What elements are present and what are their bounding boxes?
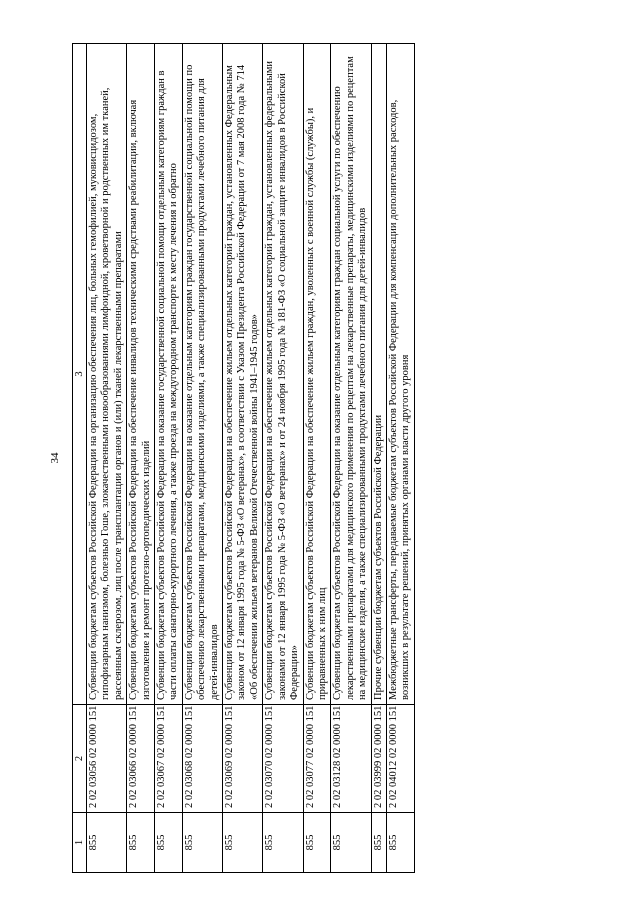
- budget-code-cell: 2 02 03999 02 0000 151: [371, 705, 386, 813]
- description-cell: Субвенции бюджетам субъектов Российской Федерации на обеспечение жильем отдельных категорий граждан, установленных Федеральным законом от 12 января 1995 года № 5-ФЗ «О ветеранах», в соответствии с Указом Президента Российской Федерации от 7 мая 2008 года № 714 «Об обеспечении жильем ветеранов Великой Отечественной войны 1941–1945 годов»: [223, 44, 263, 705]
- description-cell: Межбюджетные трансферты, передаваемые бюджетам субъектов Российской Федерации для компенсации дополнительных расходов, возникших в результате решений, принятых органами власти другого уровня: [386, 44, 414, 705]
- table-row: [155, 44, 183, 873]
- table-row: [386, 44, 414, 873]
- column-header-2: 2: [73, 705, 87, 813]
- budget-code-cell: 2 02 03077 02 0000 151: [303, 705, 331, 813]
- budget-code-cell: 2 02 04012 02 0000 151: [386, 705, 414, 813]
- budget-code-cell: 2 02 03069 02 0000 151: [223, 705, 263, 813]
- budget-code-cell: 2 02 03067 02 0000 151: [155, 705, 183, 813]
- description-cell: Субвенции бюджетам субъектов Российской Федерации на организацию обеспечения лиц, больных гемофилией, муковисцидозом, гипофизарным нанизмом, болезнью Гоше, злокачественными новообразованиями лимфоидной, кроветворной и родственных им тканей, рассеянным склерозом, лиц после трансплантации органов и (или) тканей лекарственными препаратами: [87, 44, 127, 705]
- admin-code-cell: 855: [263, 813, 303, 873]
- description-cell: Субвенции бюджетам субъектов Российской Федерации на оказание отдельным категориям граждан государственной социальной помощи по обеспечению лекарственными препаратами, медицинскими изделиями, а также специализированными продуктами лечебного питания для детей-инвалидов: [182, 44, 222, 705]
- table-row: [371, 44, 386, 873]
- admin-code-cell: 855: [87, 813, 127, 873]
- budget-code-cell: 2 02 03068 02 0000 151: [182, 705, 222, 813]
- admin-code-cell: 855: [182, 813, 222, 873]
- admin-code-cell: 855: [127, 813, 155, 873]
- budget-code-cell: 2 02 03128 02 0000 151: [331, 705, 371, 813]
- page-number: 34: [49, 452, 61, 464]
- table-row: [223, 44, 263, 873]
- budget-code-cell: 2 02 03070 02 0000 151: [263, 705, 303, 813]
- admin-code-cell: 855: [223, 813, 263, 873]
- description-cell: Субвенции бюджетам субъектов Российской Федерации на оказание государственной социальной помощи отдельным категориям граждан в части оплаты санаторно-курортного лечения, а также проезда на междугородном транспорте к месту лечения и обратно: [155, 44, 183, 705]
- description-cell: Прочие субвенции бюджетам субъектов Российской Федерации: [371, 44, 386, 705]
- revenue-codes-table: [72, 43, 415, 873]
- rotated-page: [48, 43, 573, 873]
- table-row: [127, 44, 155, 873]
- table-row: [87, 44, 127, 873]
- table-row: [263, 44, 303, 873]
- description-cell: Субвенции бюджетам субъектов Российской Федерации на обеспечение жильем граждан, уволенных с военной службы (службы), и приравненных к ним лиц: [303, 44, 331, 705]
- admin-code-cell: 855: [303, 813, 331, 873]
- description-cell: Субвенции бюджетам субъектов Российской Федерации на оказание отдельным категориям граждан социальной услуги по обеспечению лекарственными препаратами для медицинского применения по рецептам на лекарственные препараты, медицинскими изделиями по рецептам на медицинские изделия, а также специализированными продуктами лечебного питания для детей-инвалидов: [331, 44, 371, 705]
- description-cell: Субвенции бюджетам субъектов Российской Федерации на обеспечение жильем отдельных категорий граждан, установленных федеральными законами от 12 января 1995 года № 5-ФЗ «О ветеранах» и от 24 ноября 1995 года № 181-ФЗ «О социальной защите инвалидов в Российской Федерации»: [263, 44, 303, 705]
- table-row: [182, 44, 222, 873]
- description-cell: Субвенции бюджетам субъектов Российской Федерации на обеспечение инвалидов техническими средствами реабилитации, включая изготовление и ремонт протезно-ортопедических изделий: [127, 44, 155, 705]
- admin-code-cell: 855: [331, 813, 371, 873]
- budget-code-cell: 2 02 03056 02 0000 151: [87, 705, 127, 813]
- admin-code-cell: 855: [155, 813, 183, 873]
- admin-code-cell: 855: [371, 813, 386, 873]
- budget-code-cell: 2 02 03066 02 0000 151: [127, 705, 155, 813]
- table-row: [303, 44, 331, 873]
- column-header-3: 3: [73, 44, 87, 705]
- column-header-1: 1: [73, 813, 87, 873]
- table-row: [331, 44, 371, 873]
- table-header-row: [73, 44, 87, 873]
- admin-code-cell: 855: [386, 813, 414, 873]
